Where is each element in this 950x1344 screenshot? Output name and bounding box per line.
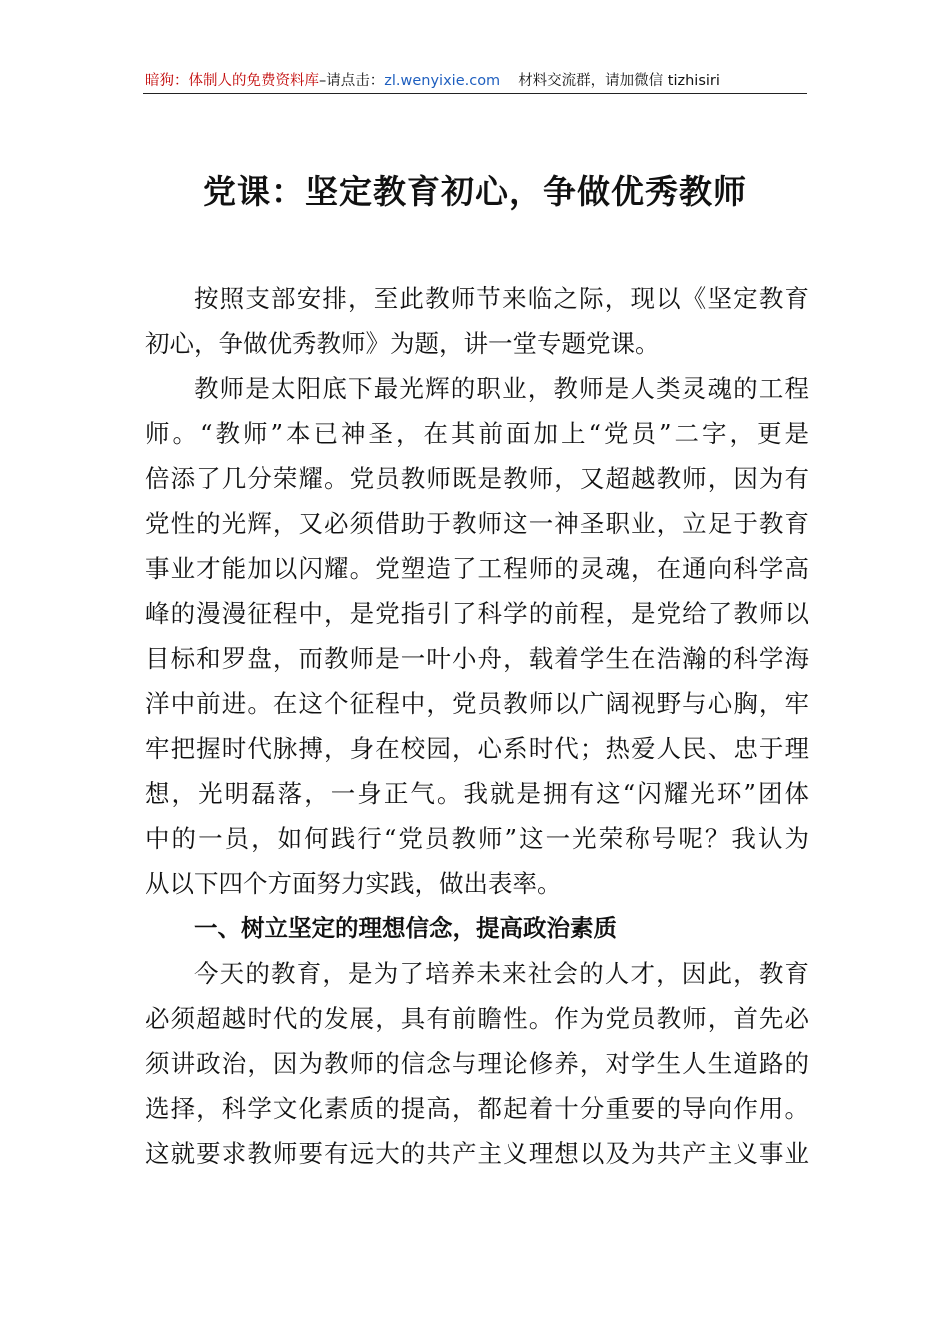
paragraph-line: 洋中前进。在这个征程中，党员教师以广阔视野与心胸，牢	[145, 689, 809, 718]
header-divider	[143, 93, 807, 94]
paragraph-line: 目标和罗盘，而教师是一叶小舟，载着学生在浩瀚的科学海	[145, 644, 809, 673]
header-link[interactable]: zl.wenyixie.com	[384, 73, 501, 89]
header-group-info: 材料交流群，请加微信 tizhisiri	[518, 73, 720, 89]
page-header	[145, 70, 805, 94]
paragraph-line: 党性的光辉，又必须借助于教师这一神圣职业，立足于教育	[145, 509, 809, 538]
paragraph-line: 倍添了几分荣耀。党员教师既是教师，又超越教师，因为有	[145, 464, 809, 493]
paragraph-line: 峰的漫漫征程中，是党指引了科学的前程，是党给了教师以	[145, 599, 809, 628]
header-prompt: –请点击：	[319, 73, 385, 89]
paragraph-line: 想，光明磊落，一身正气。我就是拥有这“闪耀光环”团体	[145, 779, 809, 808]
paragraph-line: 牢把握时代脉搏，身在校园，心系时代；热爱人民、忠于理	[145, 734, 809, 763]
paragraph-line: 今天的教育，是为了培养未来社会的人才，因此，教育	[194, 959, 809, 988]
page-title: 党课：坚定教育初心，争做优秀教师	[203, 172, 747, 211]
paragraph-line: 事业才能加以闪耀。党塑造了工程师的灵魂，在通向科学高	[145, 554, 809, 583]
paragraph-line: 必须超越时代的发展，具有前瞻性。作为党员教师，首先必	[145, 1004, 809, 1033]
paragraph-line: 中的一员，如何践行“党员教师”这一光荣称号呢？我认为	[145, 824, 809, 853]
document-body	[145, 276, 809, 1176]
section-heading: 一、树立坚定的理想信念，提高政治素质	[194, 914, 617, 942]
header-brand: 暗狗：体制人的免费资料库	[145, 73, 319, 89]
paragraph-line: 从以下四个方面努力实践，做出表率。	[145, 869, 562, 898]
paragraph-line: 教师是太阳底下最光辉的职业，教师是人类灵魂的工程	[194, 374, 809, 403]
paragraph-line: 这就要求教师要有远大的共产主义理想以及为共产主义事业	[145, 1139, 809, 1168]
paragraph-line: 须讲政治，因为教师的信念与理论修养，对学生人生道路的	[145, 1049, 809, 1078]
paragraph-line: 选择，科学文化素质的提高，都起着十分重要的导向作用。	[145, 1094, 809, 1123]
paragraph-line: 初心，争做优秀教师》为题，讲一堂专题党课。	[145, 329, 660, 358]
paragraph-line: 师。“教师”本已神圣，在其前面加上“党员”二字，更是	[145, 419, 809, 448]
paragraph-line: 按照支部安排，至此教师节来临之际，现以《坚定教育	[194, 284, 809, 313]
